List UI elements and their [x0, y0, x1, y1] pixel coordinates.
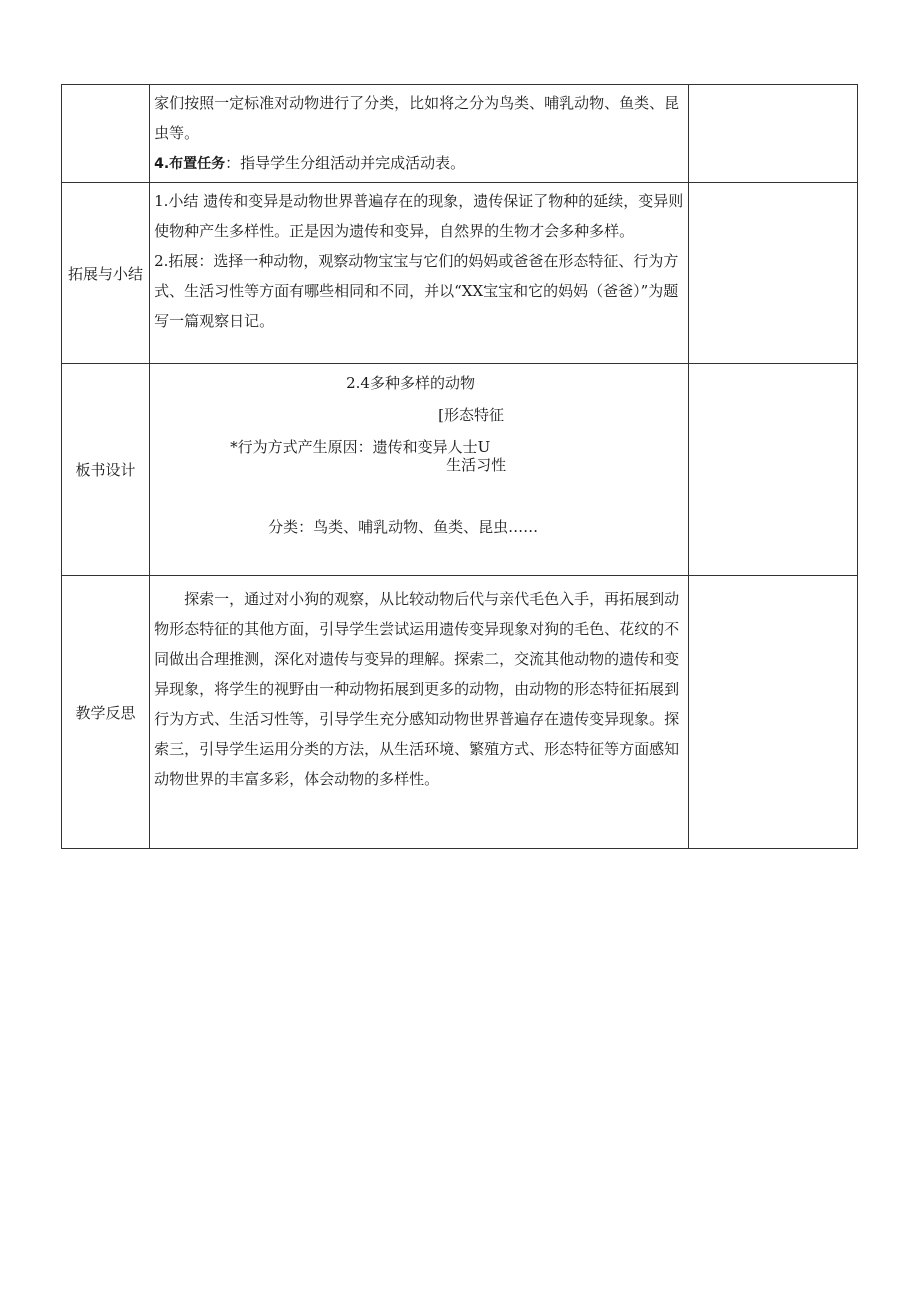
row-label-board-design: 板书设计	[62, 364, 150, 576]
notes-cell	[688, 183, 857, 364]
row-label-teaching-reflection: 教学反思	[62, 576, 150, 849]
notes-cell	[688, 364, 857, 576]
board-middle-line: *行为方式产生原因：遗传和变异人士U	[230, 438, 491, 456]
task-text: ：指导学生分组活动并完成活动表。	[225, 154, 466, 172]
row-label	[62, 85, 150, 183]
summary-line	[154, 186, 686, 246]
content-cell	[150, 85, 689, 183]
board-title: 2.4多种多样的动物	[346, 374, 475, 392]
task-prefix: 4.布置任务	[154, 156, 226, 172]
board-bracket-bottom: 生活习性	[446, 456, 507, 474]
table-row	[62, 85, 858, 183]
board-design-cell	[150, 364, 689, 576]
board-bracket-top: [形态特征	[438, 406, 504, 424]
table-row	[62, 364, 858, 576]
notes-cell	[688, 85, 857, 183]
table-row	[62, 183, 858, 364]
notes-cell	[688, 576, 857, 849]
task-line	[154, 148, 686, 179]
board-classification: 分类：鸟类、哺乳动物、鱼类、昆虫……	[268, 518, 539, 536]
content-cell	[150, 183, 689, 364]
lesson-plan-table	[61, 84, 858, 849]
extension-line	[154, 246, 686, 336]
summary-prefix: 1.	[154, 192, 169, 210]
extension-prefix: 2.	[154, 252, 169, 270]
classification-text: 家们按照一定标准对动物进行了分类，比如将之分为鸟类、哺乳动物、鱼类、昆虫等。	[154, 94, 680, 142]
summary-text: 小结 遗传和变异是动物世界普遍存在的现象，遗传保证了物种的延续，变异则使物种产生多样性。正是因为遗传和变异，自然界的生物才会多种多样。	[154, 192, 684, 240]
extension-text: 拓展：选择一种动物，观察动物宝宝与它们的妈妈或爸爸在形态特征、行为方式、生活习性等方面有哪些相同和不同，并以“XX宝宝和它的妈妈（爸爸）”为题写一篇观察日记。	[154, 252, 679, 330]
reflection-text: 探索一，通过对小狗的观察，从比较动物后代与亲代毛色入手，再拓展到动物形态特征的其他方面，引导学生尝试运用遗传变异现象对狗的毛色、花纹的不同做出合理推测，深化对遗传与变异的理解。探索二，交流其他动物的遗传和变异现象，将学生的视野由一种动物拓展到更多的动物，由动物的形态特征拓展到行为方式、生活习性等，引导学生充分感知动物世界普遍存在遗传变异现象。探索三，引导学生运用分类的方法，从生活环境、繁殖方式、形态特征等方面感知动物世界的丰富多彩，体会动物的多样性。	[154, 590, 680, 788]
row-label-extension-summary: 拓展与小结	[62, 183, 150, 364]
content-cell	[150, 576, 689, 849]
table-row	[62, 576, 858, 849]
